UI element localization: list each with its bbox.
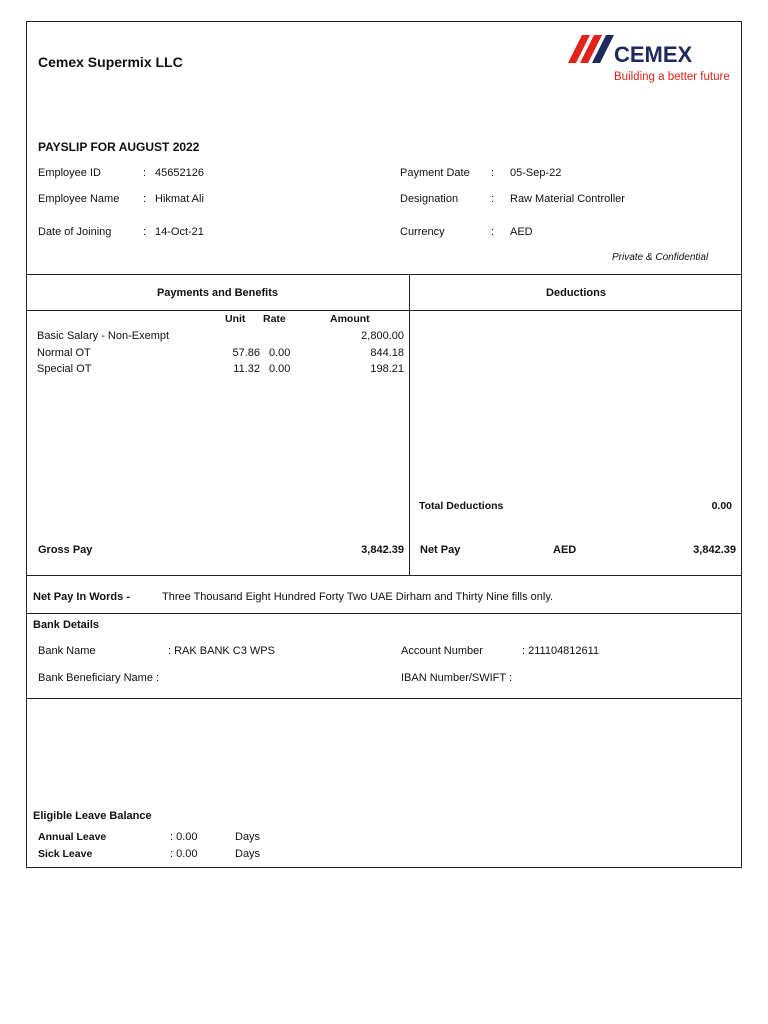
date-of-joining-value: 14-Oct-21 [155,226,204,238]
payment-rate: 0.00 [269,347,291,359]
deductions-header: Deductions [546,287,606,299]
cemex-logo-icon [566,31,726,67]
colon: : [143,226,147,238]
bank-beneficiary-label: Bank Beneficiary Name : [38,672,160,684]
currency-label: Currency [400,226,445,238]
net-pay-words-label: Net Pay In Words - [33,591,130,603]
payment-label: Basic Salary - Non-Exempt [37,330,170,342]
divider [26,575,742,576]
net-pay-value: 3,842.39 [693,544,736,556]
confidential-note: Private & Confidential [612,252,709,263]
logo-text: CEMEX [614,42,693,67]
designation-value: Raw Material Controller [510,193,625,205]
unit-column-header: Unit [225,313,246,325]
colon: : [491,226,495,238]
company-tagline: Building a better future [614,71,730,83]
colon: : [491,167,495,179]
net-pay-words-value: Three Thousand Eight Hundred Forty Two UAE Dirham and Thirty Nine fills only. [162,591,554,603]
colon: : [491,193,495,205]
employee-name-value: Hikmat Ali [155,193,204,205]
employee-name-label: Employee Name [38,193,120,205]
account-number-value: : 211104812611 [522,645,600,657]
payment-unit: 57.86 [232,347,260,359]
employee-id-label: Employee ID [38,167,101,179]
payslip-title: PAYSLIP FOR AUGUST 2022 [38,140,200,154]
colon: : [143,167,147,179]
date-of-joining-label: Date of Joining [38,226,112,238]
sick-leave-value: : 0.00 [170,848,198,860]
column-divider [409,274,410,575]
divider [26,310,742,311]
bank-name-value: : RAK BANK C3 WPS [168,645,275,657]
iban-swift-label: IBAN Number/SWIFT : [401,672,513,684]
currency-value: AED [510,226,533,238]
payment-amount: 844.18 [370,347,404,359]
divider [26,613,742,614]
gross-pay-label: Gross Pay [38,544,93,556]
payment-date-label: Payment Date [400,167,470,179]
gross-pay-value: 3,842.39 [361,544,404,556]
payments-header: Payments and Benefits [156,287,279,299]
bank-details-header: Bank Details [33,619,100,631]
divider [26,274,742,275]
payment-amount: 198.21 [370,363,404,375]
amount-column-header: Amount [330,313,370,325]
sick-leave-label: Sick Leave [38,848,93,860]
total-deductions-label: Total Deductions [419,500,504,512]
payment-amount: 2,800.00 [361,330,404,342]
payment-label: Normal OT [37,347,91,359]
cemex-logo [566,31,726,67]
colon: : [143,193,147,205]
account-number-label: Account Number [401,645,483,657]
payment-date-value: 05-Sep-22 [510,167,562,179]
company-name: Cemex Supermix LLC [38,54,183,70]
annual-leave-value: : 0.00 [170,831,198,843]
payment-rate: 0.00 [269,363,291,375]
net-pay-currency: AED [553,544,577,556]
total-deductions-value: 0.00 [711,500,732,512]
rate-column-header: Rate [263,313,286,325]
payment-unit: 11.32 [233,363,260,375]
net-pay-label: Net Pay [420,544,461,556]
sick-leave-unit: Days [235,848,261,860]
payment-label: Special OT [37,363,92,375]
leave-balance-header: Eligible Leave Balance [33,810,152,822]
divider [26,698,742,699]
annual-leave-unit: Days [235,831,261,843]
annual-leave-label: Annual Leave [38,831,107,843]
designation-label: Designation [400,193,459,205]
bank-name-label: Bank Name [38,645,96,657]
employee-id-value: 45652126 [155,167,204,179]
